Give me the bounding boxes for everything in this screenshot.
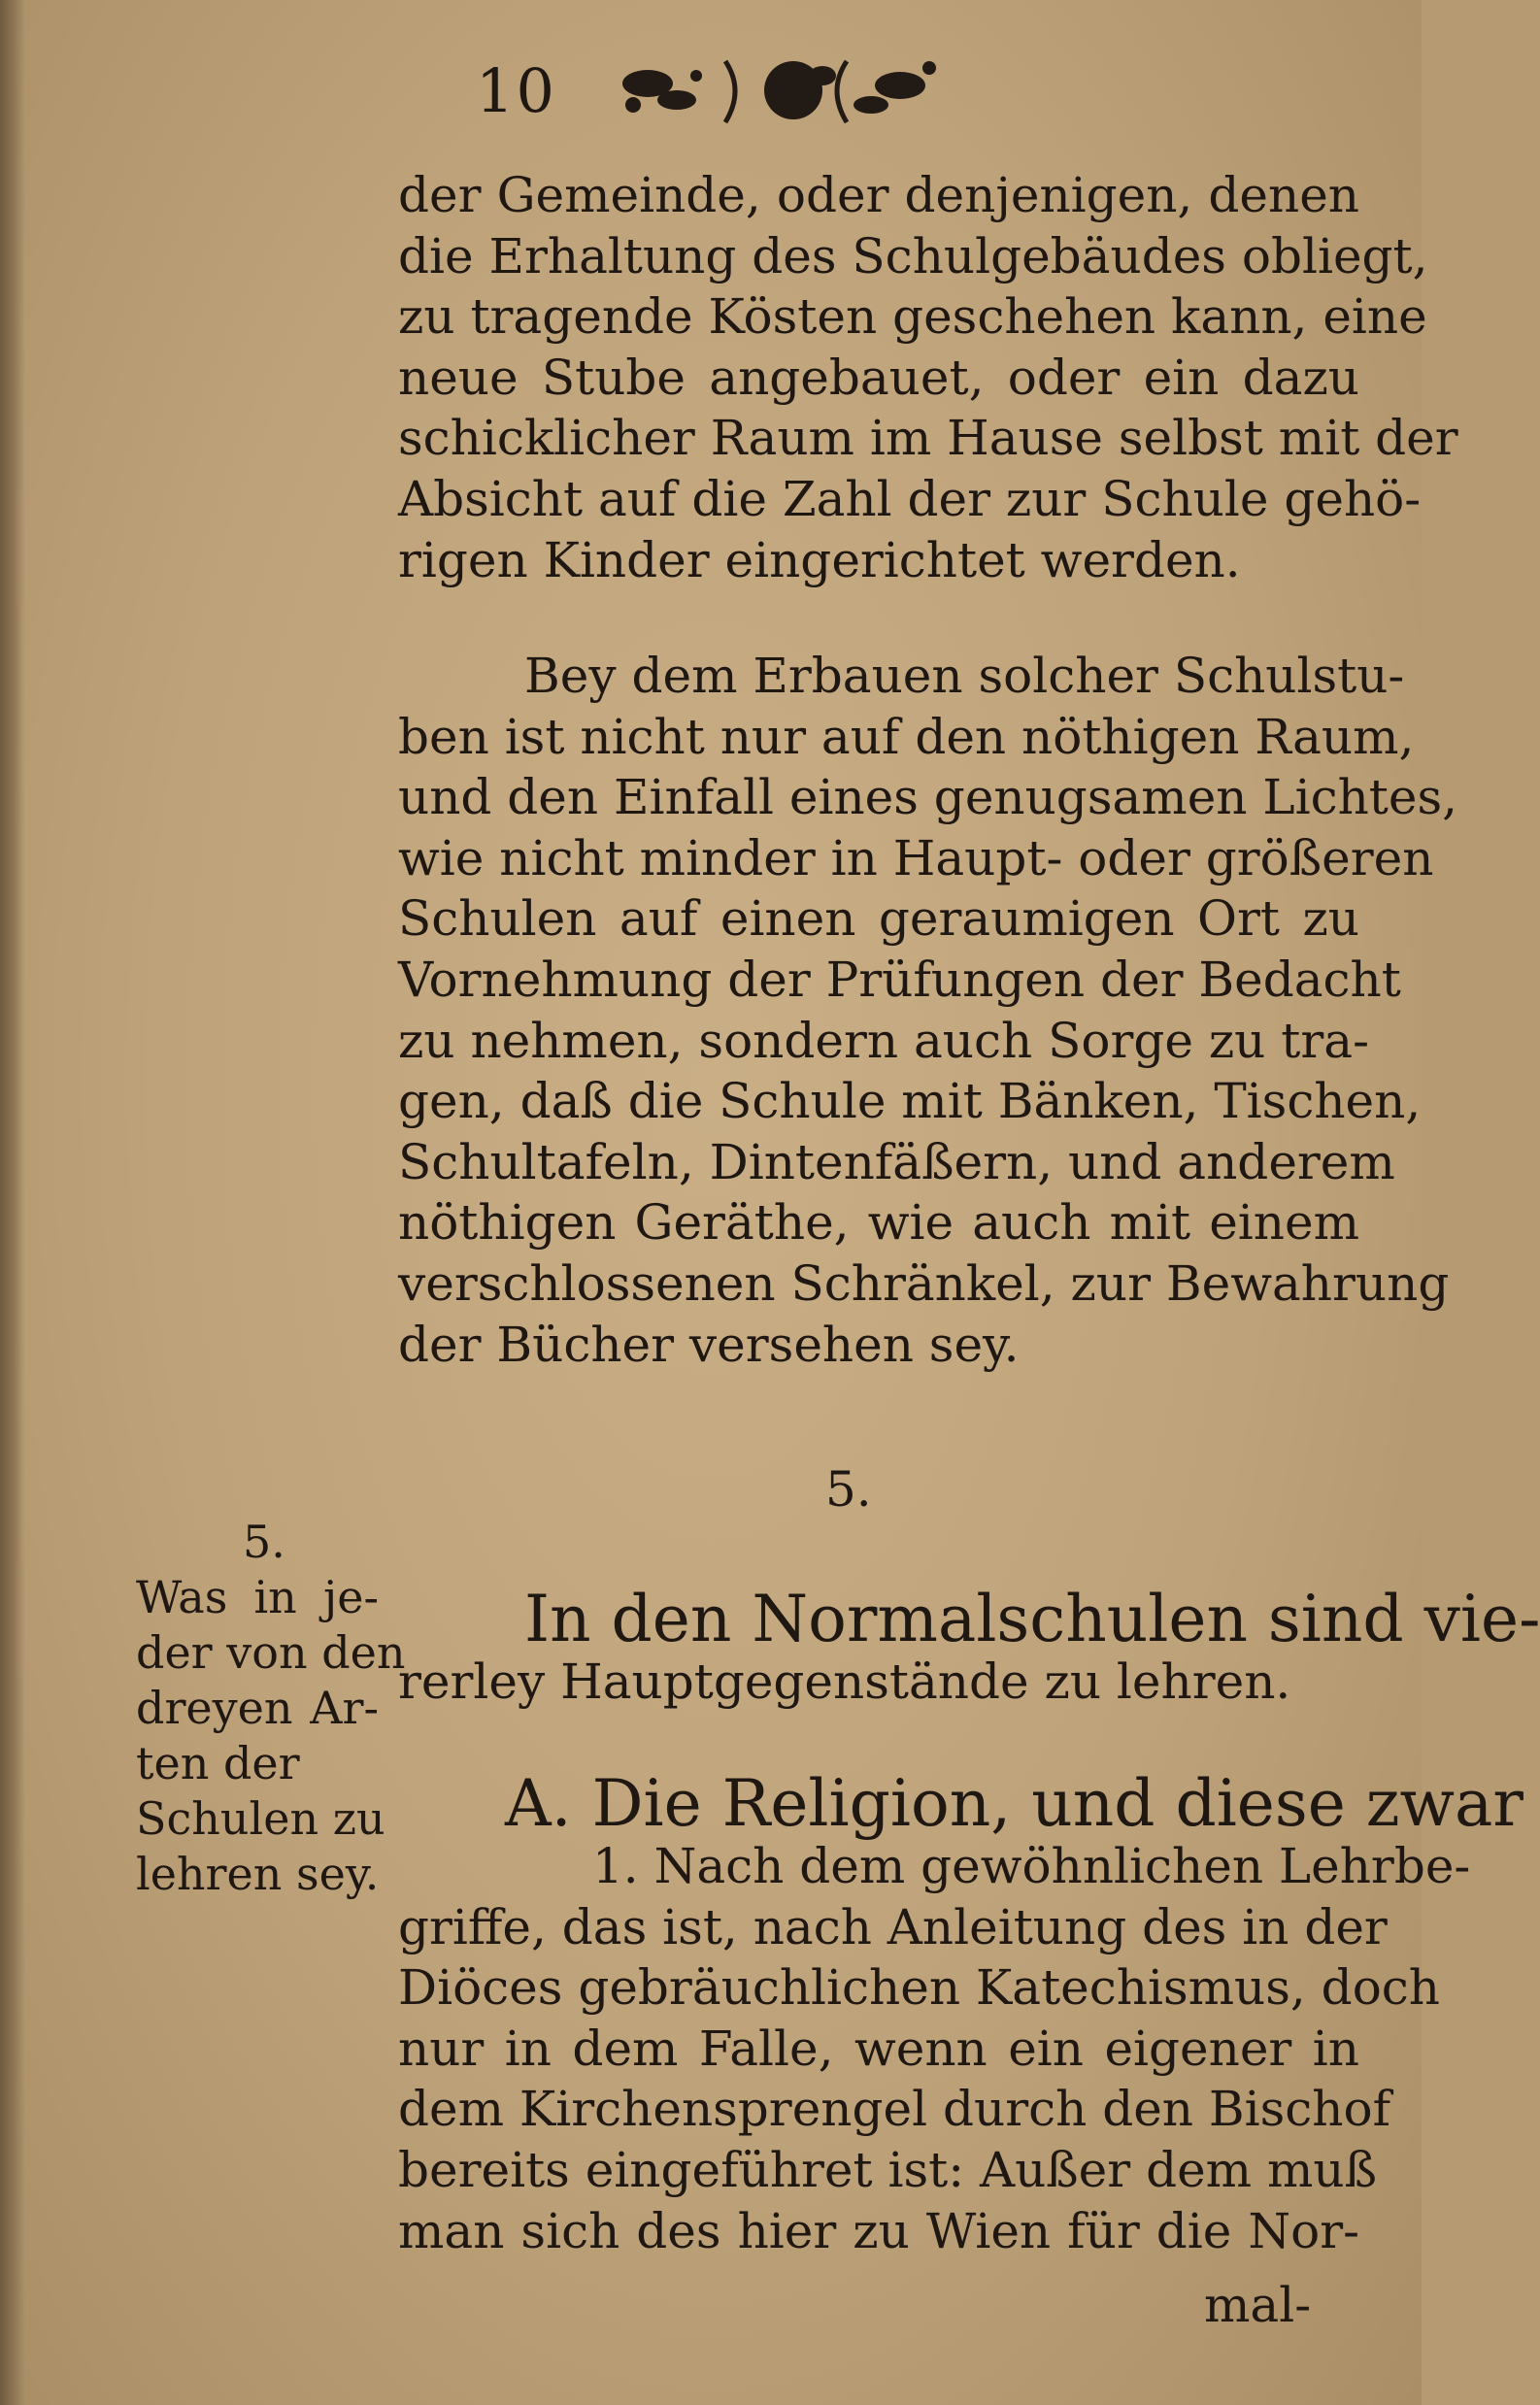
text-line: gen, daß die Schule mit Bänken, Tischen, [398,1073,1422,1130]
text-line: ben ist nicht nur auf den nöthigen Raum, [398,708,1415,765]
margin-note-number: 5. [243,1516,285,1568]
text-line: man sich des hier zu Wien für die Nor- [398,2202,1359,2259]
text-line: Diöces gebräuchlichen Katechismus, doch [398,1959,1440,2017]
paragraph-1 [398,165,1458,590]
margin-note-line: der von den [136,1626,406,1679]
text-line: wie nicht minder in Haupt- oder größeren [398,829,1434,886]
paragraph-2 [398,646,1458,1375]
margin-note-line: Schulen zu [136,1792,385,1845]
text-line: zu tragende Kösten geschehen kann, eine [398,288,1427,346]
text-line: nöthigen Geräthe, wie auch mit einem [398,1194,1359,1252]
margin-note-line: lehren sey. [136,1848,380,1900]
paragraph-4 [398,1766,1523,2261]
text-line: und den Einfall eines genugsamen Lichtes, [398,769,1458,826]
page-number: 10 [476,54,556,126]
text-line: A. Die Religion, und diese zwar [505,1766,1523,1841]
text-line: 1. Nach dem gewöhnlichen Lehrbe- [592,1838,1471,1894]
text-line: rerley Hauptgegenstände zu lehren. [398,1653,1291,1710]
text-line: bereits eingeführet ist: Außer dem muß [398,2141,1377,2198]
text-line: dem Kirchensprengel durch den Bischof [398,2081,1391,2138]
text-line: nur in dem Falle, wenn ein eigener in [398,2020,1359,2077]
text-line: der Gemeinde, oder denjenigen, denen [398,167,1359,223]
page-binding-edge [0,0,25,2405]
margin-note [136,1515,406,1902]
margin-note-line: ten der [136,1737,300,1789]
section-number: 5. [825,1461,872,1518]
text-line: der Bücher versehen sey. [398,1316,1020,1373]
text-line: Absicht auf die Zahl der zur Schule gehö- [398,470,1422,527]
text-line: Schultafeln, Dintenfäßern, und anderem [398,1133,1395,1190]
text-line: Bey dem Erbauen solcher Schulstu- [524,648,1405,704]
catchword: mal- [1204,2277,1312,2333]
margin-note-line: Was in je- [136,1571,379,1623]
text-line: Vornehmung der Prüfungen der Bedacht [398,951,1401,1008]
text-line: In den Normalschulen sind vie- [524,1582,1540,1656]
text-line: schicklicher Raum im Hause selbst mit der [398,410,1458,467]
paragraph-3 [398,1582,1540,1713]
text-line: zu nehmen, sondern auch Sorge zu tra- [398,1012,1369,1069]
text-line: verschlossenen Schränkel, zur Bewahrung [398,1254,1450,1312]
text-line: rigen Kinder eingerichtet werden. [398,531,1241,588]
text-line: die Erhaltung des Schulgebäudes obliegt, [398,227,1428,284]
margin-note-line: dreyen Ar- [136,1682,379,1734]
page-header [476,47,1155,134]
flower-ornament-icon [580,47,1182,134]
text-line: griffe, das ist, nach Anleitung des in der [398,1898,1388,1955]
text-line: Schulen auf einen geraumigen Ort zu [398,890,1359,948]
text-line: neue Stube angebauet, oder ein dazu [398,349,1359,406]
